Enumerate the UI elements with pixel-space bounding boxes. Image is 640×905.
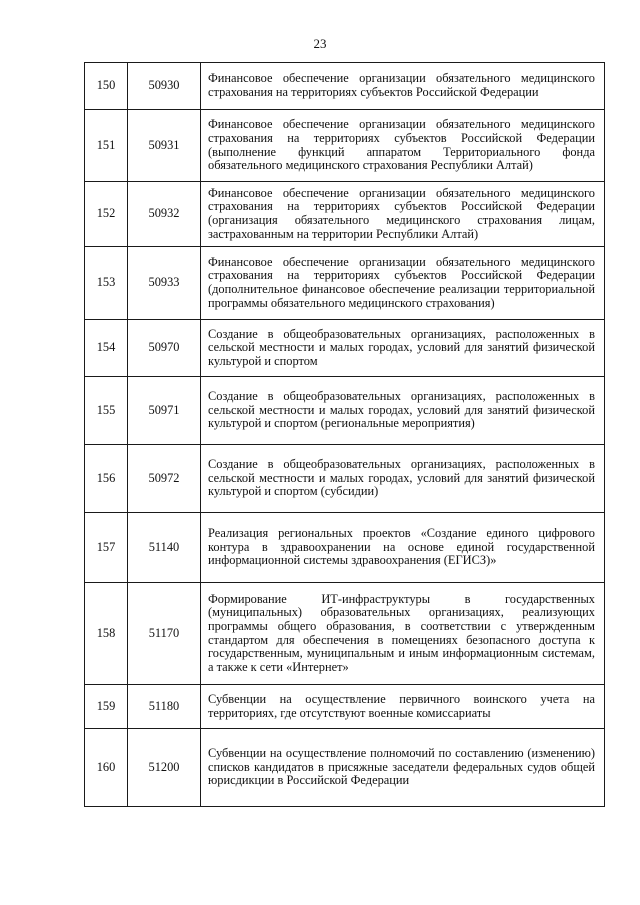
table-row [85,320,605,377]
row-number: 160 [85,729,128,807]
row-number: 152 [85,182,128,247]
row-description: Финансовое обеспечение организации обязательного медицинского страхования на территориях субъектов Российской Федерации (дополнительное финансовое обеспечение реализации территориальной программы обязательного медицинского страхования) [201,247,605,320]
row-description: Создание в общеобразовательных организациях, расположенных в сельской местности и малых городах, условий для занятий физической культурой и спортом (региональные мероприятия) [201,377,605,445]
row-number: 158 [85,583,128,685]
table-row [85,729,605,807]
row-description: Создание в общеобразовательных организациях, расположенных в сельской местности и малых городах, условий для занятий физической культурой и спортом (субсидии) [201,445,605,513]
table-row [85,63,605,110]
table-row [85,445,605,513]
row-number: 155 [85,377,128,445]
table-row [85,110,605,182]
table-row [85,583,605,685]
row-description: Субвенции на осуществление первичного воинского учета на территориях, где отсутствуют военные комиссариаты [201,685,605,729]
row-number: 159 [85,685,128,729]
page-number: 23 [313,36,327,51]
budget-codes-table [84,62,605,807]
row-code: 51200 [128,729,201,807]
row-code: 50933 [128,247,201,320]
row-number: 153 [85,247,128,320]
row-number: 156 [85,445,128,513]
row-description: Создание в общеобразовательных организациях, расположенных в сельской местности и малых городах, условий для занятий физической культурой и спортом [201,320,605,377]
table-row [85,182,605,247]
row-code: 51180 [128,685,201,729]
row-number: 157 [85,513,128,583]
row-description: Субвенции на осуществление полномочий по составлению (изменению) списков кандидатов в присяжные заседатели федеральных судов общей юрисдикции в Российской Федерации [201,729,605,807]
row-number: 150 [85,63,128,110]
row-code: 51140 [128,513,201,583]
row-code: 51170 [128,583,201,685]
row-code: 50932 [128,182,201,247]
table-row [85,247,605,320]
table-row [85,513,605,583]
row-number: 154 [85,320,128,377]
table-row [85,685,605,729]
row-code: 50931 [128,110,201,182]
row-number: 151 [85,110,128,182]
row-code: 50930 [128,63,201,110]
row-description: Реализация региональных проектов «Создание единого цифрового контура в здравоохранении на основе единой государственной информационной системы здравоохранения (ЕГИСЗ)» [201,513,605,583]
row-description: Финансовое обеспечение организации обязательного медицинского страхования на территориях субъектов Российской Федерации [201,63,605,110]
row-description: Финансовое обеспечение организации обязательного медицинского страхования на территориях субъектов Российской Федерации (выполнение функций аппаратом Территориального фонда обязательного медицинского страхования Республики Алтай) [201,110,605,182]
row-code: 50972 [128,445,201,513]
row-description: Формирование ИТ-инфраструктуры в государственных (муниципальных) образовательных организациях, реализующих программы общего образования, в соответствии с утвержденным стандартом для обеспечения в помещениях безопасного доступа к государственным, муниципальным и иным информационным системам, а также к сети «Интернет» [201,583,605,685]
table-row [85,377,605,445]
row-description: Финансовое обеспечение организации обязательного медицинского страхования на территориях субъектов Российской Федерации (организация обязательного медицинского страхования лицам, застрахованным на территории Республики Алтай) [201,182,605,247]
row-code: 50971 [128,377,201,445]
row-code: 50970 [128,320,201,377]
